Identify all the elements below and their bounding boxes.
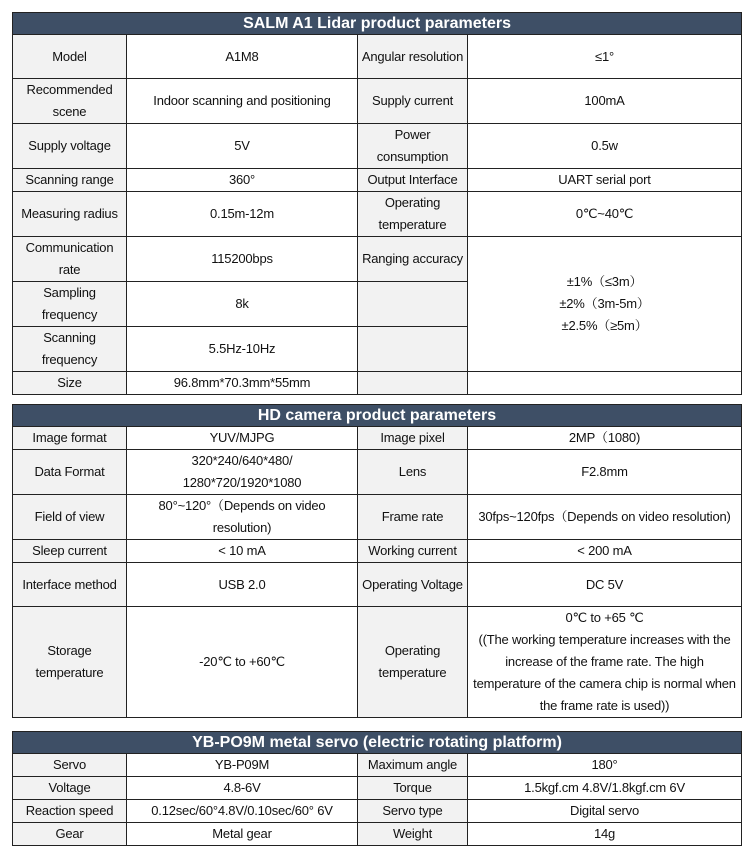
table-row [13,79,742,124]
parameter-value: 5V [127,124,358,169]
parameter-value: UART serial port [468,169,742,192]
parameter-value: 0℃ to +65 ℃ ((The working temperature increases with the increase of the frame rate. The high temperature of the camera chip is normal when the frame rate is used)) [468,607,742,718]
parameter-label: Supply current [358,79,468,124]
table-row [13,169,742,192]
parameter-value: -20℃ to +60℃ [127,607,358,718]
parameter-label: Sampling frequency [13,282,127,327]
table-row [13,427,742,450]
parameter-label: Servo [13,754,127,777]
parameter-label: Reaction speed [13,800,127,823]
parameter-value: 30fps~120fps（Depends on video resolution) [468,495,742,540]
parameter-label: Supply voltage [13,124,127,169]
table-row [13,563,742,607]
parameter-label: Field of view [13,495,127,540]
parameter-value: 0.15m-12m [127,192,358,237]
parameter-label: Lens [358,450,468,495]
table-title: SALM A1 Lidar product parameters [13,13,742,35]
table-row [13,800,742,823]
parameter-label: Frame rate [358,495,468,540]
parameter-value: 100mA [468,79,742,124]
parameter-label: Image pixel [358,427,468,450]
parameter-value: 180° [468,754,742,777]
table-row [13,124,742,169]
parameter-value: 14g [468,823,742,846]
parameter-label: Measuring radius [13,192,127,237]
table-row [13,607,742,718]
parameter-label: Power consumption [358,124,468,169]
parameter-value: < 200 mA [468,540,742,563]
parameter-label: Image format [13,427,127,450]
parameter-label: Interface method [13,563,127,607]
parameter-label: Gear [13,823,127,846]
parameter-label: Angular resolution [358,35,468,79]
parameter-value: USB 2.0 [127,563,358,607]
parameter-label [358,282,468,327]
parameter-value: A1M8 [127,35,358,79]
parameter-value: ±1%（≤3m） ±2%（3m-5m） ±2.5%（≥5m） [468,237,742,372]
parameter-value: 0℃~40℃ [468,192,742,237]
parameter-value: 5.5Hz-10Hz [127,327,358,372]
parameter-label: Output Interface [358,169,468,192]
parameter-value: 80°~120°（Depends on video resolution) [127,495,358,540]
table-row [13,35,742,79]
parameter-value: 8k [127,282,358,327]
parameter-label: Voltage [13,777,127,800]
table-row [13,495,742,540]
parameter-value: ≤1° [468,35,742,79]
parameter-label: Maximum angle [358,754,468,777]
parameter-label: Scanning frequency [13,327,127,372]
parameter-label: Torque [358,777,468,800]
parameter-value: 320*240/640*480/ 1280*720/1920*1080 [127,450,358,495]
parameter-label: Sleep current [13,540,127,563]
parameter-value: 4.8-6V [127,777,358,800]
parameter-value [468,372,742,395]
table-row [13,372,742,395]
table-row [13,237,742,282]
parameter-label: Communication rate [13,237,127,282]
parameter-value: Digital servo [468,800,742,823]
parameter-label: Recommended scene [13,79,127,124]
parameter-value: Indoor scanning and positioning [127,79,358,124]
parameter-value: YB-P09M [127,754,358,777]
parameter-label: Size [13,372,127,395]
table-title: HD camera product parameters [13,405,742,427]
lidar-parameters-table [12,12,742,395]
parameter-value: F2.8mm [468,450,742,495]
parameter-value: < 10 mA [127,540,358,563]
parameter-label: Working current [358,540,468,563]
parameter-value: 0.5w [468,124,742,169]
servo-parameters-table [12,731,742,846]
parameter-value: Metal gear [127,823,358,846]
parameter-label: Operating temperature [358,192,468,237]
parameter-value: 0.12sec/60°4.8V/0.10sec/60° 6V [127,800,358,823]
parameter-value: 115200bps [127,237,358,282]
parameter-value: YUV/MJPG [127,427,358,450]
table-row [13,754,742,777]
camera-parameters-table [12,404,742,718]
table-row [13,192,742,237]
parameter-label: Storage temperature [13,607,127,718]
parameter-label: Data Format [13,450,127,495]
table-row [13,777,742,800]
parameter-value: DC 5V [468,563,742,607]
parameter-label: Operating temperature [358,607,468,718]
parameter-label: Ranging accuracy [358,237,468,282]
parameter-value: 1.5kgf.cm 4.8V/1.8kgf.cm 6V [468,777,742,800]
parameter-label: Weight [358,823,468,846]
table-title: YB-PO9M metal servo (electric rotating platform) [13,732,742,754]
parameter-label: Model [13,35,127,79]
parameter-value: 96.8mm*70.3mm*55mm [127,372,358,395]
parameter-label [358,372,468,395]
parameter-value: 2MP（1080) [468,427,742,450]
table-row [13,450,742,495]
parameter-label: Operating Voltage [358,563,468,607]
parameter-label [358,327,468,372]
table-row [13,823,742,846]
parameter-value: 360° [127,169,358,192]
parameter-label: Scanning range [13,169,127,192]
parameter-label: Servo type [358,800,468,823]
table-row [13,540,742,563]
